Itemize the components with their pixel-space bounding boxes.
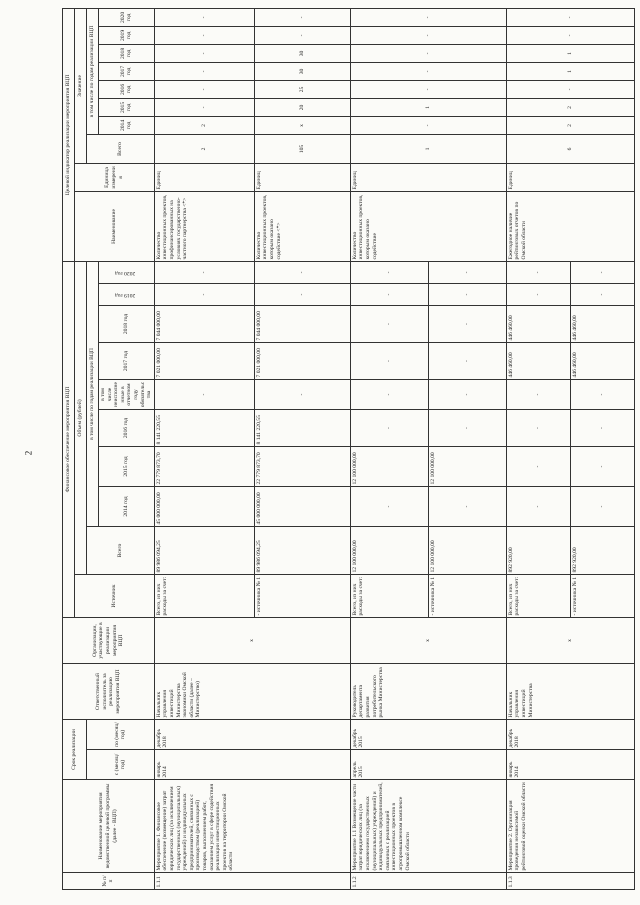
indicator-total: 1 xyxy=(350,134,506,163)
header-source: Источник xyxy=(75,575,155,618)
header-term-from: с (месяц/ год) xyxy=(87,750,155,780)
row-sub-2017: 7 021 000,00 xyxy=(254,343,350,380)
row-2017: 7 021 000,00 xyxy=(154,343,254,380)
row-num: 1.1.1 xyxy=(154,873,350,890)
table-row xyxy=(154,8,254,889)
row-term-from: апрель 2015 xyxy=(350,750,506,780)
row-2019: - xyxy=(506,284,570,306)
row-sub-2020: - xyxy=(254,261,350,283)
row-2018: 7 044 000,00 xyxy=(154,306,254,343)
indicator-name: Количество инвестиционных проектов, профинансированных на условиях государственно-частного партнерства <*> xyxy=(154,191,254,261)
row-term-to: декабрь 2018 xyxy=(506,720,634,750)
indicator-2017: 30 xyxy=(254,62,350,80)
indicator-2018: - xyxy=(350,44,506,62)
indicator-2019: - xyxy=(254,26,350,44)
indicator-2017: - xyxy=(154,62,254,80)
row-sub-total: 12 100 000,00 xyxy=(428,527,506,575)
header-2014: 2014 год xyxy=(99,487,155,527)
row-2016: 8 141 220,55 xyxy=(154,410,254,447)
indicator-2019: - xyxy=(350,26,506,44)
header-ind-2016: 2016 год xyxy=(99,80,155,98)
row-source-sub: - источника № 1 xyxy=(254,575,350,618)
row-term-from: январь 2014 xyxy=(506,750,634,780)
indicator-2018: - xyxy=(154,44,254,62)
header-2016: 2016 год xyxy=(99,410,155,447)
row-term-from: январь 2014 xyxy=(154,750,350,780)
row-sub-2014: 45 000 000,00 xyxy=(254,487,350,527)
header-responsible: Ответственный исполнитель за реализацию мероприятия ВЦП xyxy=(63,664,155,720)
row-sub-2019: - xyxy=(254,284,350,306)
row-source-total: Всего, из них расходы за счет: xyxy=(506,575,570,618)
header-ind-2015: 2015 год xyxy=(99,98,155,116)
row-sub-2017: - xyxy=(428,343,506,380)
rotated-table-frame xyxy=(62,11,628,890)
header-2020: 2020 год xyxy=(99,261,155,283)
indicator-2016: - xyxy=(506,80,634,98)
header-ind-total: Всего xyxy=(87,134,155,163)
header-finance: Финансовое обеспечение мероприятия ВЦП xyxy=(63,261,75,617)
indicator-2014: 2 xyxy=(506,116,634,134)
header-indicator: Целевой индикатор реализации мероприятия ВЦП xyxy=(63,8,75,261)
header-obligations: в том числе неисполненные в отчетном году обязательства xyxy=(99,380,155,410)
indicator-unit: Единиц xyxy=(254,163,350,191)
page-number: 2 xyxy=(23,450,34,456)
row-2016: - xyxy=(506,410,570,447)
row-2016: - xyxy=(350,410,428,447)
header-total: Всего xyxy=(87,527,155,575)
row-num: 1.1.3 xyxy=(506,873,634,890)
indicator-2020: - xyxy=(254,8,350,26)
indicator-2015: 1 xyxy=(350,98,506,116)
header-term-to: по (месяц/ год) xyxy=(87,720,155,750)
indicator-2016: - xyxy=(350,80,506,98)
header-by-year: в том числе по годам реализации ВЦП xyxy=(87,261,99,526)
row-term-to: декабрь 2018 xyxy=(154,720,350,750)
indicator-name: Количество инвестиционных проектов, которым оказано содействие <*> xyxy=(254,191,350,261)
table-row xyxy=(506,8,570,889)
indicator-2017: - xyxy=(350,62,506,80)
header-ind-name: Наименование xyxy=(75,191,155,261)
row-sub-2018: 7 044 000,00 xyxy=(254,306,350,343)
row-2018: 446 460,00 xyxy=(506,306,570,343)
row-2020: - xyxy=(350,261,428,283)
indicator-2015: 2 xyxy=(506,98,634,116)
row-source-total: Всего, из них расходы за счет: xyxy=(350,575,428,618)
row-sub-2015: 22 779 873,70 xyxy=(254,447,350,487)
indicator-2016: 25 xyxy=(254,80,350,98)
indicator-total: 6 xyxy=(506,134,634,163)
rotated-table-content xyxy=(62,11,628,890)
row-responsible: Руководитель департамента развития потребительского рынка Министерства xyxy=(350,664,506,720)
header-volume: Объем (рублей) xyxy=(75,261,87,574)
program-activities-table xyxy=(62,8,635,890)
row-sub-2017: 446 460,00 xyxy=(570,343,634,380)
row-2018: - xyxy=(350,306,428,343)
row-obligations: - xyxy=(350,380,428,410)
header-ind-2014: 2014 год xyxy=(99,116,155,134)
row-sub-2015: 12 100 000,00 xyxy=(428,447,506,487)
header-participants: Организации, участвующие в реализации мероприятия ВЦП xyxy=(63,618,155,664)
row-responsible: Начальник управления инвестиций Министерства xyxy=(506,664,634,720)
row-2014: - xyxy=(506,487,570,527)
row-sub-2019: - xyxy=(570,284,634,306)
indicator-2015: - xyxy=(154,98,254,116)
row-2017: 446 460,00 xyxy=(506,343,570,380)
row-total: 12 100 000,00 xyxy=(350,527,428,575)
row-sub-2020: - xyxy=(570,261,634,283)
indicator-2014: 2 xyxy=(154,116,254,134)
indicator-2017: 1 xyxy=(506,62,634,80)
row-sub-2019: - xyxy=(428,284,506,306)
row-sub-total: 89 986 094,25 xyxy=(254,527,350,575)
indicator-2015: 20 xyxy=(254,98,350,116)
header-ind-2020: 2020 год xyxy=(99,8,155,26)
row-sub-2018: - xyxy=(428,306,506,343)
header-ind-unit: Единица измерения xyxy=(75,163,155,191)
header-ind-2017: 2017 год xyxy=(99,62,155,80)
row-source-sub: - источника № 1 xyxy=(570,575,634,618)
header-ind-value: Значение xyxy=(75,8,87,163)
indicator-2019: - xyxy=(506,26,634,44)
row-obligations: - xyxy=(506,380,570,410)
indicator-2018: 1 xyxy=(506,44,634,62)
row-sub-obligations: - xyxy=(254,380,350,410)
header-2018: 2018 год xyxy=(99,306,155,343)
row-2019: - xyxy=(350,284,428,306)
indicator-name: Количество инвестиционных проектов, которым оказано содействие xyxy=(350,191,506,261)
row-total: 89 986 094,25 xyxy=(154,527,254,575)
row-source-total: Всего, из них расходы за счет: xyxy=(154,575,254,618)
indicator-2016: - xyxy=(154,80,254,98)
header-ind-2019: 2019 год xyxy=(99,26,155,44)
indicator-2018: 30 xyxy=(254,44,350,62)
row-2015: 22 779 873,70 xyxy=(154,447,254,487)
row-2015: - xyxy=(506,447,570,487)
indicator-2020: - xyxy=(506,8,634,26)
row-sub-2016: - xyxy=(570,410,634,447)
header-ind-by-year: в том числе по годам реализации ВЦП xyxy=(87,8,99,134)
row-2014: 45 000 000,00 xyxy=(154,487,254,527)
row-2020: - xyxy=(506,261,570,283)
indicator-name: Ежегодное наличие рейтинговых отчетов по Омской области xyxy=(506,191,634,261)
row-2014: - xyxy=(350,487,428,527)
row-sub-obligations: - xyxy=(428,380,506,410)
header-name: Наименование мероприятия ведомственной целевой программы (далее - ВЦП) xyxy=(63,780,155,873)
row-participants: х xyxy=(350,618,506,664)
header-2017: 2017 год xyxy=(99,343,155,380)
row-2020: - xyxy=(154,261,254,283)
indicator-2019: - xyxy=(154,26,254,44)
indicator-2020: - xyxy=(350,8,506,26)
row-participants: х xyxy=(506,618,634,664)
indicator-total: 2 xyxy=(154,134,254,163)
row-sub-2015: - xyxy=(570,447,634,487)
row-sub-2014: - xyxy=(570,487,634,527)
row-participants: х xyxy=(154,618,350,664)
indicator-unit: Единиц xyxy=(506,163,634,191)
row-sub-2018: 446 460,00 xyxy=(570,306,634,343)
row-sub-2016: 8 141 220,55 xyxy=(254,410,350,447)
row-num: 1.1.2 xyxy=(350,873,506,890)
row-responsible: Начальник управления инвестиций Министерства экономики Омской области (далее – Министерство) xyxy=(154,664,350,720)
indicator-2020: - xyxy=(154,8,254,26)
row-total: 892 920,00 xyxy=(506,527,570,575)
row-sub-total: 892 920,00 xyxy=(570,527,634,575)
row-sub-obligations: - xyxy=(570,380,634,410)
header-num: № п/п xyxy=(63,873,155,890)
row-term-to: декабрь 2015 xyxy=(350,720,506,750)
indicator-unit: Единиц xyxy=(350,163,506,191)
header-term: Срок реализации xyxy=(63,720,87,780)
table-row xyxy=(350,8,428,889)
header-ind-2018: 2018 год xyxy=(99,44,155,62)
row-2015: 12 100 000,00 xyxy=(350,447,428,487)
indicator-total: 105 xyxy=(254,134,350,163)
row-obligations: - xyxy=(154,380,254,410)
row-activity-name: Мероприятие 1. Финансовое обеспечение (возмещение) затрат юридических лиц (за исключением государственных (муниципальных) учреждений) и индивидуальных предпринимателей, связанных с производством (реализацией) товаров, выполнением работ, оказанием услуг в сфере содействия реализации инвестиционных проектов на территории Омской области xyxy=(154,780,350,873)
indicator-unit: Единиц xyxy=(154,163,254,191)
row-2019: - xyxy=(154,284,254,306)
row-activity-name: Мероприятие 2. Организация проведения независимой рейтинговой оценки Омской области xyxy=(506,780,634,873)
row-source-sub: - источника № 1 xyxy=(428,575,506,618)
header-2019: 2019 год xyxy=(99,284,155,306)
indicator-2014: - xyxy=(350,116,506,134)
indicator-2014: х xyxy=(254,116,350,134)
row-activity-name: Мероприятие 1.1 Возмещение части затрат юридических лиц (за исключением государственных (муниципальных) учреждений) и индивидуальных предпринимателей, связанных с реализацией инвестиционных проектов в агропромышленном комплексе Омской области xyxy=(350,780,506,873)
header-2015: 2015 год xyxy=(99,447,155,487)
row-sub-2016: - xyxy=(428,410,506,447)
row-2017: - xyxy=(350,343,428,380)
row-sub-2014: - xyxy=(428,487,506,527)
row-sub-2020: - xyxy=(428,261,506,283)
